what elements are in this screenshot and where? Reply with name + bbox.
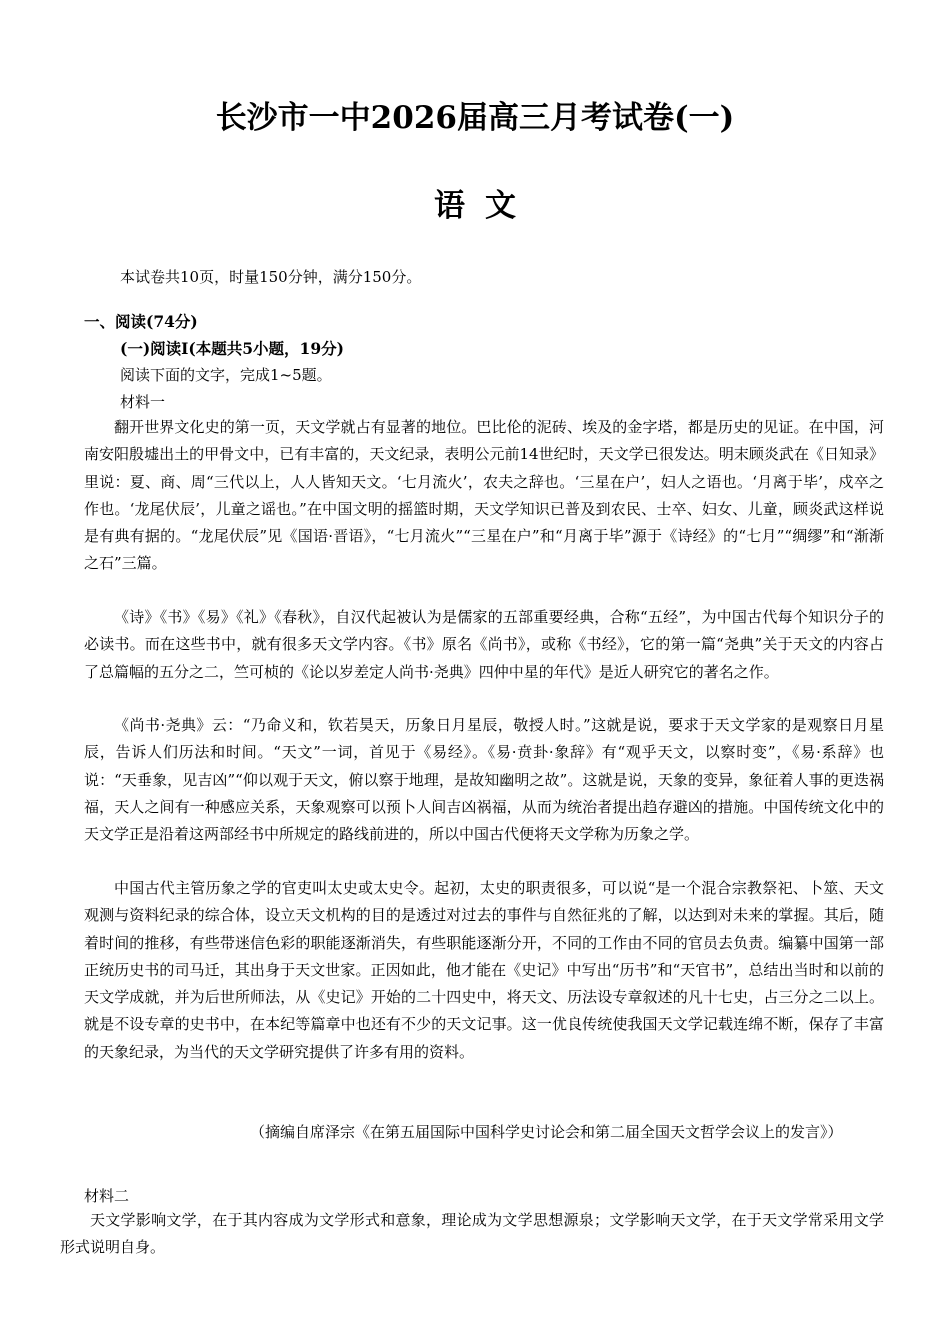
material-1-paragraph: 翻开世界文化史的第一页，天文学就占有显著的地位。巴比伦的泥砖、埃及的金字塔，都是历史的见证。在中国，河南安阳殷墟出土的甲骨文中，已有丰富的，天文纪录，表明公元前14世纪时，天文学已很发达。明末顾炎武在《日知录》里说：夏、商、周“三代以上，人人皆知天文。‘七月流火’，农夫之辞也。‘三星在户’，妇人之语也。‘月离于毕’，戍卒之作也。‘龙尾伏辰’，儿童之谣也。”在中国文明的摇篮时期，天文学知识已普及到农民、士卒、妇女、儿童，顾炎武这样说是有典有据的。“龙尾伏辰”见《国语·晋语》，“七月流火”“三星在户”和“月离于毕”源于《诗经》的“七月”“绸缪”和“渐渐之石”三篇。	[84, 418, 884, 573]
reading-instruction: 阅读下面的文字，完成1~5题。	[120, 366, 332, 384]
material-2-paragraph: 天文学影响文学，在于其内容成为文学形式和意象，理论成为文学思想源泉；文学影响天文学，在于天文学常采用文学形式说明自身。	[60, 1211, 884, 1257]
material-1-paragraph: 《诗》《书》《易》《礼》《春秋》，自汉代起被认为是儒家的五部重要经典，合称“五经”，为中国古代每个知识分子的必读书。而在这些书中，就有很多天文学内容。《书》原名《尚书》，或称《书经》，它的第一篇“尧典”关于天文的内容占了总篇幅的五分之二，竺可桢的《论以岁差定人尚书·尧典》四仲中星的年代》是近人研究它的著名之作。	[84, 608, 884, 681]
material-1-source: （摘编自席泽宗《在第五届国际中国科学史讨论会和第二届全国天文哲学会议上的发言》）	[250, 1123, 843, 1141]
subsection-heading: (一)阅读Ⅰ(本题共5小题，19分)	[120, 339, 344, 358]
material-2-label: 材料二	[84, 1187, 130, 1205]
section-heading: 一、阅读(74分)	[84, 312, 198, 331]
material-1-label: 材料一	[120, 393, 166, 411]
exam-intro: 本试卷共10页，时量150分钟，满分150分。	[120, 268, 422, 286]
material-1-paragraph: 《尚书·尧典》云：“乃命义和，钦若昊天，历象日月星辰，敬授人时。”这就是说，要求于天文学家的是观察日月星辰，告诉人们历法和时间。“天文”一词，首见于《易经》。《易·贲卦·象辞》有“观乎天文，以察时变”，《易·系辞》也说：“天垂象，见吉凶”“仰以观于天文，俯以察于地理，是故知幽明之故”。这就是说，天象的变异，象征着人事的更迭祸福，天人之间有一种感应关系，天象观察可以预卜人间吉凶祸福，从而为统治者提出趋存避凶的措施。中国传统文化中的天文学正是沿着这两部经书中所规定的路线前进的，所以中国古代便将天文学称为历象之学。	[84, 716, 884, 844]
material-1-paragraph: 中国古代主管历象之学的官吏叫太史或太史令。起初，太史的职责很多，可以说“是一个混合宗教祭祀、卜筮、天文观测与资料纪录的综合体，设立天文机构的目的是透过对过去的事件与自然征兆的了解，以达到对未来的掌握。其后，随着时间的推移，有些带迷信色彩的职能逐渐消失，有些职能逐渐分开，不同的工作由不同的官员去负责。编纂中国第一部正统历史书的司马迁，其出身于天文世家。正因如此，他才能在《史记》中写出“历书”和“天官书”，总结出当时和以前的天文学成就，并为后世所师法，从《史记》开始的二十四史中，将天文、历法设专章叙述的凡十七史，占三分之二以上。就是不设专章的史书中，在本纪等篇章中也还有不少的天文记事。这一优良传统使我国天文学记载连绵不断，保存了丰富的天象纪录，为当代的天文学研究提供了许多有用的资料。	[84, 879, 884, 1061]
exam-title: 长沙市一中2026届高三月考试卷(一)	[215, 100, 735, 136]
subject-title: 语文	[434, 188, 536, 224]
